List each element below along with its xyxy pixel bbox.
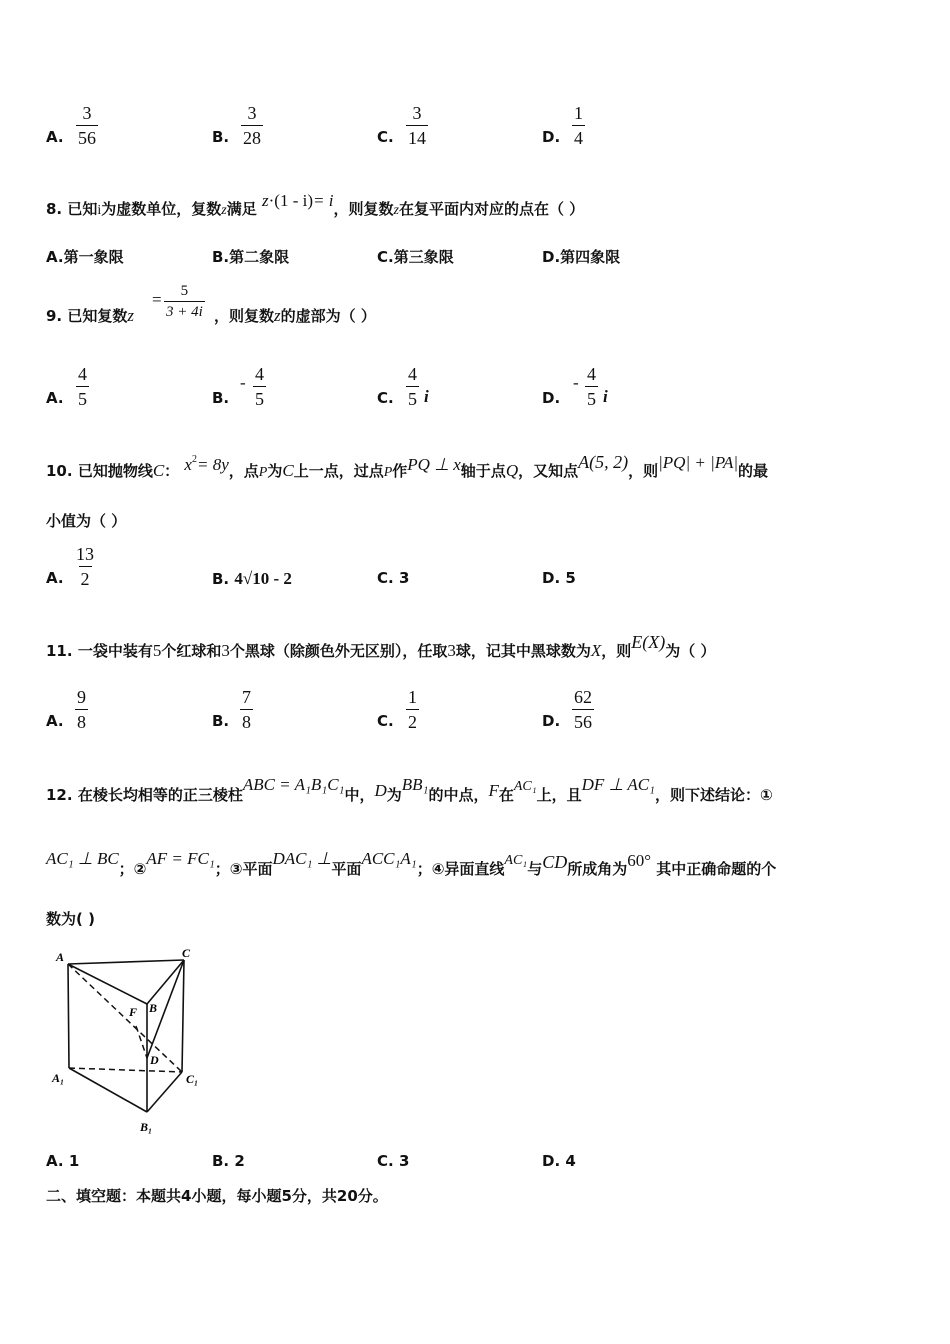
numerator: 9 <box>77 687 86 707</box>
expectation-expr: E(X) <box>631 632 666 652</box>
option-label: A. <box>46 1152 64 1170</box>
question-number: 9. <box>46 307 63 325</box>
prism-figure <box>48 944 218 1136</box>
stem-text: ，则 <box>601 642 632 660</box>
exponent: 2 <box>191 454 197 465</box>
edge-ac <box>68 960 184 964</box>
var-x: X <box>590 641 602 660</box>
stem-text: 作 <box>392 462 408 480</box>
number-3: 3 <box>447 641 456 660</box>
stem-text: ；② <box>118 860 147 878</box>
option-fraction <box>240 686 253 733</box>
option-label: C. <box>377 128 394 146</box>
label-c1: C₁ <box>186 1072 199 1086</box>
numerator: 4 <box>587 364 596 384</box>
stem-text: 已知复数 <box>67 307 128 325</box>
stem-text: 为虚数单位，复数 <box>101 200 222 218</box>
edge-cc1 <box>182 960 184 1072</box>
denominator: 56 <box>572 709 594 733</box>
option-text: 第一象限 <box>63 248 124 266</box>
option-fraction <box>406 102 428 149</box>
option-label: B. <box>212 248 230 266</box>
label-a1: A₁ <box>52 1071 65 1085</box>
denominator: 2 <box>79 566 92 590</box>
var-z: z <box>274 306 281 325</box>
option-b <box>212 569 292 589</box>
stem-text: 个黑球（除颜色外无区别），任取 <box>229 642 448 660</box>
number-5: 5 <box>152 641 162 660</box>
conclusion-2: AF = FC₁ <box>146 849 215 868</box>
stem-text: ： <box>164 462 180 480</box>
edge-ab <box>68 964 147 1004</box>
option-label: A. <box>46 248 64 266</box>
option-text: 2 <box>234 1152 245 1170</box>
label-f: F <box>129 1005 138 1019</box>
option-label: D. <box>542 248 561 266</box>
option-label: C. <box>377 712 394 730</box>
eq-rhs: = i <box>313 191 334 210</box>
option-fraction <box>76 363 89 410</box>
denominator: 56 <box>76 125 98 149</box>
option-label: D. <box>542 1152 561 1170</box>
stem-text: 在棱长均相等的正三棱柱 <box>77 786 243 804</box>
option-text: 4√10 - 2 <box>234 569 292 588</box>
numerator: 62 <box>574 687 592 707</box>
option-label: A. <box>46 712 64 730</box>
stem-text: ，则复数 <box>214 307 275 325</box>
stem-text: 上一点，过点 <box>293 462 384 480</box>
diagonal-ac1-hidden <box>68 964 182 1072</box>
question-12-stem-line1 <box>46 775 773 805</box>
stem-text: ，又知点 <box>518 462 579 480</box>
option-label: D. <box>542 712 561 730</box>
minus-sign: - <box>573 373 579 392</box>
point-a: A(5, 2) <box>578 452 629 472</box>
var-p: P <box>258 465 268 480</box>
option-label: C. <box>377 248 394 266</box>
perpendicular-expr: DF ⊥ AC₁ <box>581 775 655 794</box>
edge-a1c1-hidden <box>69 1068 182 1072</box>
parabola-equation <box>184 456 228 474</box>
prism-expr: ABC = A₁B₁C₁ <box>242 775 345 794</box>
question-11-stem <box>46 632 716 661</box>
option-text: 第三象限 <box>393 248 454 266</box>
numerator: 7 <box>242 687 251 707</box>
option-b <box>212 1152 245 1170</box>
label-a: A <box>56 950 65 964</box>
abs-expr: |PQ| + |PA| <box>658 453 739 472</box>
option-label: B. <box>212 1152 230 1170</box>
option-text: 3 <box>398 1152 410 1170</box>
option-text: 5 <box>565 569 576 587</box>
stem-text: 满足 <box>226 200 257 218</box>
stem-text: 上，且 <box>536 786 582 804</box>
option-a <box>46 1152 79 1170</box>
stem-text: ，则复数 <box>333 200 394 218</box>
option-label: B. <box>212 389 230 407</box>
stem-text: ，则 <box>628 462 659 480</box>
option-d <box>542 1152 576 1170</box>
imaginary-unit: i <box>424 387 429 406</box>
stem-text: ，则下述结论：① <box>654 786 773 804</box>
question-10-stem <box>46 452 769 481</box>
option-fraction <box>406 363 419 410</box>
option-fraction <box>572 102 585 149</box>
var-z: z <box>393 203 399 218</box>
stem-text: 在复平面内对应的点在（ ） <box>398 200 585 218</box>
option-label: C. <box>377 569 394 587</box>
edge-a1b1 <box>69 1068 147 1112</box>
question-9-stem <box>46 305 134 326</box>
var-c: C <box>152 461 165 480</box>
stem-text: 所成角为 <box>567 860 628 878</box>
eq-z: z <box>262 191 269 210</box>
option-text: 1 <box>68 1152 80 1170</box>
question-number: 11. <box>46 642 73 660</box>
stem-text: 平面 <box>331 860 362 878</box>
conclusion-4-line-b: CD <box>542 852 568 872</box>
stem-text: 个红球和 <box>161 642 222 660</box>
stem-text: 为 <box>267 462 283 480</box>
question-number: 8. <box>46 200 63 218</box>
var-q: Q <box>505 461 519 480</box>
option-c <box>377 1152 409 1170</box>
stem-text: 在 <box>498 786 514 804</box>
eq-rhs: = 8y <box>196 455 229 474</box>
number-3: 3 <box>221 641 230 660</box>
segment-ac1: AC₁ <box>513 779 537 794</box>
option-fraction <box>241 102 263 149</box>
var-x: x <box>184 455 192 474</box>
var-p: P <box>383 465 393 480</box>
stem-text: 已知 <box>67 200 98 218</box>
option-fraction <box>75 686 88 733</box>
imaginary-unit: i <box>603 387 608 406</box>
edge-aa1 <box>68 964 69 1068</box>
eq-dot: · <box>268 191 275 210</box>
denominator: 5 <box>76 386 89 410</box>
numerator: 3 <box>82 103 92 123</box>
option-b <box>212 246 289 267</box>
option-label: D. <box>542 389 561 407</box>
option-label: B. <box>212 570 230 588</box>
question-9-stem-tail <box>214 305 376 326</box>
numerator: 13 <box>76 544 94 564</box>
stem-text: ；④异面直线 <box>416 860 505 878</box>
conclusion-4-line-a: AC₁ <box>504 853 528 868</box>
stem-text: 的虚部为（ ） <box>280 307 376 325</box>
perpendicular-expr: PQ ⊥ x <box>407 455 461 474</box>
option-a <box>46 246 124 267</box>
stem-text: 已知抛物线 <box>77 462 153 480</box>
option-c <box>377 569 409 587</box>
option-label: D. <box>542 569 561 587</box>
option-fraction <box>406 686 419 733</box>
numerator: 1 <box>408 687 417 707</box>
denominator: 4 <box>572 125 585 149</box>
question-8-stem <box>46 191 585 219</box>
label-c: C <box>182 946 191 960</box>
stem-text: 的中点， <box>428 786 489 804</box>
question-number: 10. <box>46 462 73 480</box>
equals-sign: = <box>152 290 162 309</box>
option-text: 第四象限 <box>560 248 621 266</box>
var-z: z <box>221 203 227 218</box>
section-heading: 二、填空题：本题共4小题，每小题5分，共20分。 <box>46 1187 388 1205</box>
question-12-stem-line3: 数为( ) <box>46 910 95 928</box>
var-f: F <box>488 781 499 800</box>
equation <box>262 192 333 210</box>
conclusion-1: AC₁ ⊥ BC <box>46 849 119 868</box>
numerator: 3 <box>247 103 257 123</box>
denominator: 5 <box>585 386 598 410</box>
option-label: A. <box>46 569 64 587</box>
minus-sign: - <box>240 373 246 392</box>
segment-df-hidden <box>136 1026 147 1058</box>
denominator: 5 <box>406 386 419 410</box>
denominator: 8 <box>240 709 253 733</box>
denominator: 8 <box>75 709 88 733</box>
option-c <box>377 246 454 267</box>
stem-text: 为（ ） <box>665 642 716 660</box>
numerator: 1 <box>574 103 583 123</box>
stem-text: ，点 <box>228 462 259 480</box>
numerator: 4 <box>78 364 87 384</box>
denominator: 14 <box>406 125 428 149</box>
label-b: B <box>149 1001 158 1015</box>
numerator: 4 <box>255 364 264 384</box>
option-label: D. <box>542 128 561 146</box>
stem-text: ；③平面 <box>214 860 273 878</box>
question-12-stem-line2 <box>46 849 777 879</box>
option-fraction <box>74 543 96 590</box>
stem-text: 与 <box>527 860 543 878</box>
conclusion-3-plane-b: ACC₁A₁ <box>361 849 417 868</box>
denominator: 28 <box>241 125 263 149</box>
conclusion-3-plane-a: DAC₁ ⊥ <box>272 849 332 868</box>
option-fraction <box>76 102 98 149</box>
stem-text: 的最 <box>738 462 769 480</box>
option-fraction <box>585 363 598 410</box>
question-10-stem-line2: 小值为（ ） <box>46 512 127 530</box>
option-text: 4 <box>565 1152 576 1170</box>
edge-b1c1 <box>147 1072 182 1112</box>
stem-text: 中， <box>344 786 375 804</box>
numerator: 3 <box>412 103 422 123</box>
var-d: D <box>374 781 387 800</box>
stem-text: 轴于点 <box>460 462 506 480</box>
option-label: B. <box>212 712 230 730</box>
imaginary-unit: i <box>97 203 102 218</box>
var-z: z <box>127 306 135 325</box>
option-label: C. <box>377 389 394 407</box>
option-text: 3 <box>398 569 410 587</box>
label-d: D <box>150 1053 159 1067</box>
option-fraction <box>572 686 594 733</box>
eq-paren: (1 - i) <box>274 191 314 210</box>
angle-value: 60° <box>627 851 652 870</box>
stem-text: 为 <box>386 786 402 804</box>
q9-fraction <box>164 282 205 321</box>
var-c: C <box>282 461 294 480</box>
option-label: C. <box>377 1152 394 1170</box>
option-label: A. <box>46 389 64 407</box>
segment-bb1: BB₁ <box>401 775 429 794</box>
denominator: 5 <box>253 386 266 410</box>
stem-text: 球，记其中黑球数为 <box>455 642 591 660</box>
option-text: 第二象限 <box>229 248 290 266</box>
numerator: 4 <box>408 364 417 384</box>
option-label: B. <box>212 128 230 146</box>
question-number: 12. <box>46 786 73 804</box>
denominator: 3 + 4i <box>164 301 205 321</box>
stem-text: 其中正确命题的个 <box>656 860 777 878</box>
option-label: A. <box>46 128 64 146</box>
stem-text: 一袋中装有 <box>77 642 153 660</box>
edge-bc <box>147 960 184 1004</box>
option-d <box>542 246 620 267</box>
option-fraction <box>253 363 266 410</box>
numerator: 5 <box>180 283 189 299</box>
option-d <box>542 569 576 587</box>
label-b1: B₁ <box>140 1120 153 1134</box>
denominator: 2 <box>406 709 419 733</box>
